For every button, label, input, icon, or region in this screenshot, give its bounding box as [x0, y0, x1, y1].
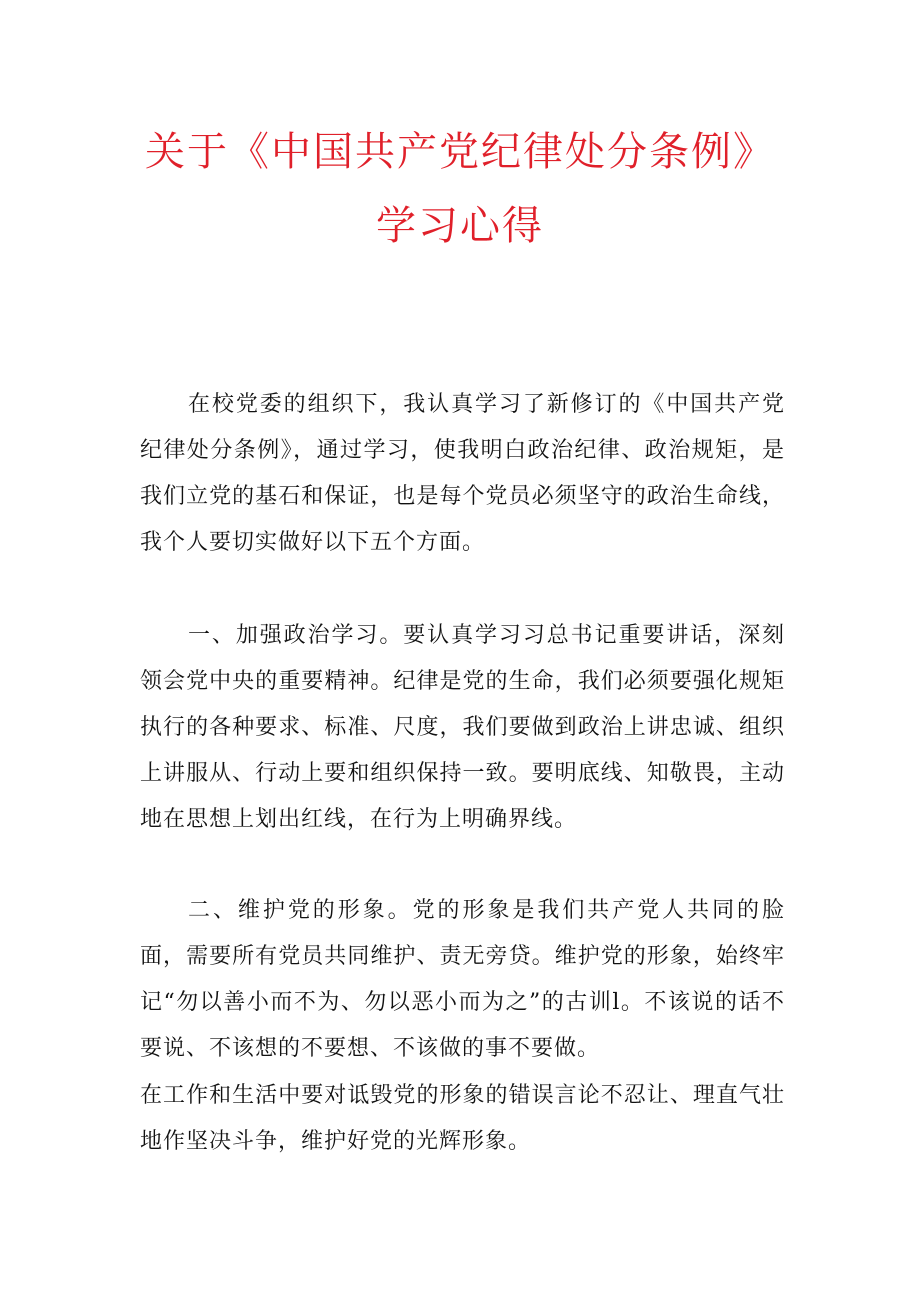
document-title-line-1: 关于《中国共产党纪律处分条例》	[145, 129, 775, 175]
document-title-line-2: 学习心得	[376, 203, 544, 249]
paragraph-party-image-continued: 在工作和生活中要对诋毁党的形象的错误言论不忍让、理直气壮地作坚决斗争，维护好党的光辉形象。	[140, 1083, 785, 1154]
paragraph-political-study: 一、加强政治学习。要认真学习习总书记重要讲话，深刻领会党中央的重要精神。纪律是党的生命，我们必须要强化规矩执行的各种要求、标准、尺度，我们要做到政治上讲忠诚、组织上讲服从、行动上要和组织保持一致。要明底线、知敬畏，主动地在思想上划出红线，在行为上明确界线。	[140, 623, 785, 832]
paragraph-party-image: 二、维护党的形象。党的形象是我们共产党人共同的脸面，需要所有党员共同维护、责无旁贷。维护党的形象，始终牢记“勿以善小而不为、勿以恶小而为之”的古训l。不该说的话不要说、不该想的不要想、不该做的事不要做。	[140, 898, 785, 1061]
paragraph-intro: 在校党委的组织下，我认真学习了新修订的《中国共产党纪律处分条例》，通过学习，使我明白政治纪律、政治规矩，是我们立党的基石和保证，也是每个党员必须坚守的政治生命线，我个人要切实做好以下五个方面。	[140, 392, 785, 555]
